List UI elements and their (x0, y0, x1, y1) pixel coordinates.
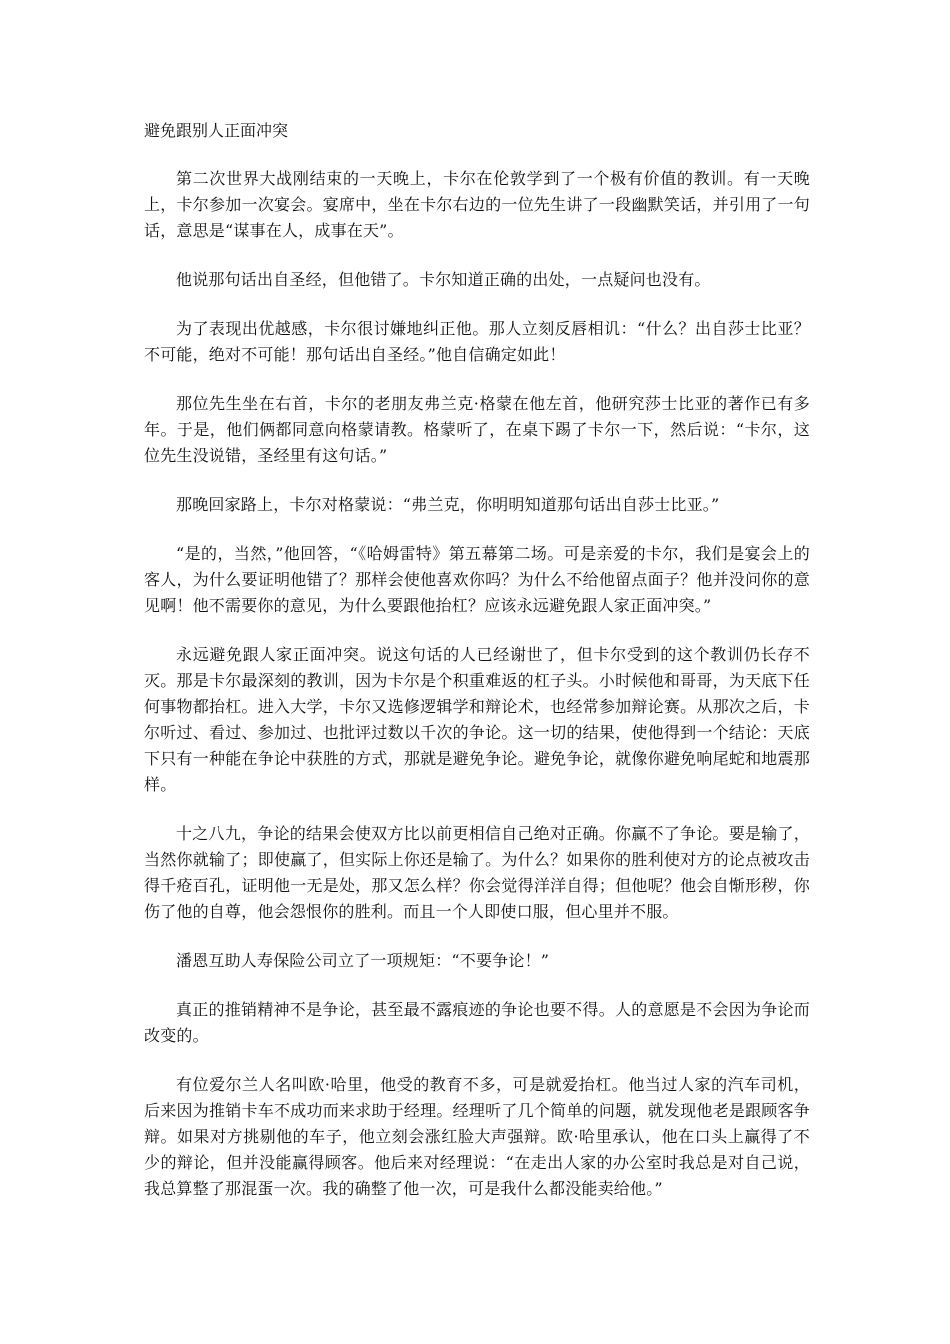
paragraph-11: 有位爱尔兰人名叫欧·哈里，他受的教育不多，可是就爱抬杠。他当过人家的汽车司机，后来因为推销卡车不成功而来求助于经理。经理听了几个简单的问题，就发现他老是跟顾客争辩。如果对方挑剔他的车子，他立刻会涨红脸大声强辩。欧·哈里承认，他在口头上赢得了不少的辩论，但并没能赢得顾客。他后来对经理说：“在走出人家的办公室时我总是对自己说，我总算整了那混蛋一次。我的确整了他一次，可是我什么都没能卖给他。” (144, 1075, 810, 1198)
document-title: 避免跟别人正面冲突 (144, 121, 289, 140)
paragraph-3: 为了表现出优越感，卡尔很讨嫌地纠正他。那人立刻反唇相讥：“什么？出自莎士比亚？不可能，绝对不可能！那句话出自圣经。”他自信确定如此！ (144, 319, 810, 364)
paragraph-6: “是的，当然，”他回答，“《哈姆雷特》第五幕第二场。可是亲爱的卡尔，我们是宴会上的客人，为什么要证明他错了？那样会使他喜欢你吗？为什么不给他留点面子？他并没问你的意见啊！他不需要你的意见，为什么要跟他抬杠？应该永远避免跟人家正面冲突。” (144, 544, 810, 615)
paragraph-4: 那位先生坐在右首，卡尔的老朋友弗兰克·格蒙在他左首，他研究莎士比亚的著作已有多年。于是，他们俩都同意向格蒙请教。格蒙听了，在桌下踢了卡尔一下，然后说：“卡尔，这位先生没说错，圣经里有这句话。” (144, 394, 810, 465)
paragraph-1: 第二次世界大战刚结束的一天晚上，卡尔在伦敦学到了一个极有价值的教训。有一天晚上，卡尔参加一次宴会。宴席中，坐在卡尔右边的一位先生讲了一段幽默笑话，并引用了一句话，意思是“谋事在人，成事在天”。 (144, 169, 810, 240)
paragraph-10: 真正的推销精神不是争论，甚至最不露痕迹的争论也要不得。人的意愿是不会因为争论而改变的。 (144, 1000, 810, 1045)
document-page (144, 118, 810, 1225)
paragraph-5: 那晚回家路上，卡尔对格蒙说：“弗兰克，你明明知道那句话出自莎士比亚。” (176, 495, 720, 514)
paragraph-2: 他说那句话出自圣经，但他错了。卡尔知道正确的出处，一点疑问也没有。 (176, 270, 711, 289)
paragraph-8: 十之八九，争论的结果会使双方比以前更相信自己绝对正确。你赢不了争论。要是输了，当然你就输了；即使赢了，但实际上你还是输了。为什么？如果你的胜利使对方的论点被攻击得千疮百孔，证明他一无是处，那又怎么样？你会觉得洋洋自得；但他呢？他会自惭形秽，你伤了他的自尊，他会怨恨你的胜利。而且一个人即使口服，但心里并不服。 (144, 824, 810, 921)
paragraph-7: 永远避免跟人家正面冲突。说这句话的人已经谢世了，但卡尔受到的这个教训仍长存不灭。那是卡尔最深刻的教训，因为卡尔是个积重难返的杠子头。小时候他和哥哥，为天底下任何事物都抬杠。进入大学，卡尔又选修逻辑学和辩论术，也经常参加辩论赛。从那次之后，卡尔听过、看过、参加过、也批评过数以千次的争论。这一切的结果，使他得到一个结论：天底下只有一种能在争论中获胜的方式，那就是避免争论。避免争论，就像你避免响尾蛇和地震那样。 (144, 645, 810, 794)
paragraph-9: 潘恩互助人寿保险公司立了一项规矩：“不要争论！” (176, 951, 550, 970)
